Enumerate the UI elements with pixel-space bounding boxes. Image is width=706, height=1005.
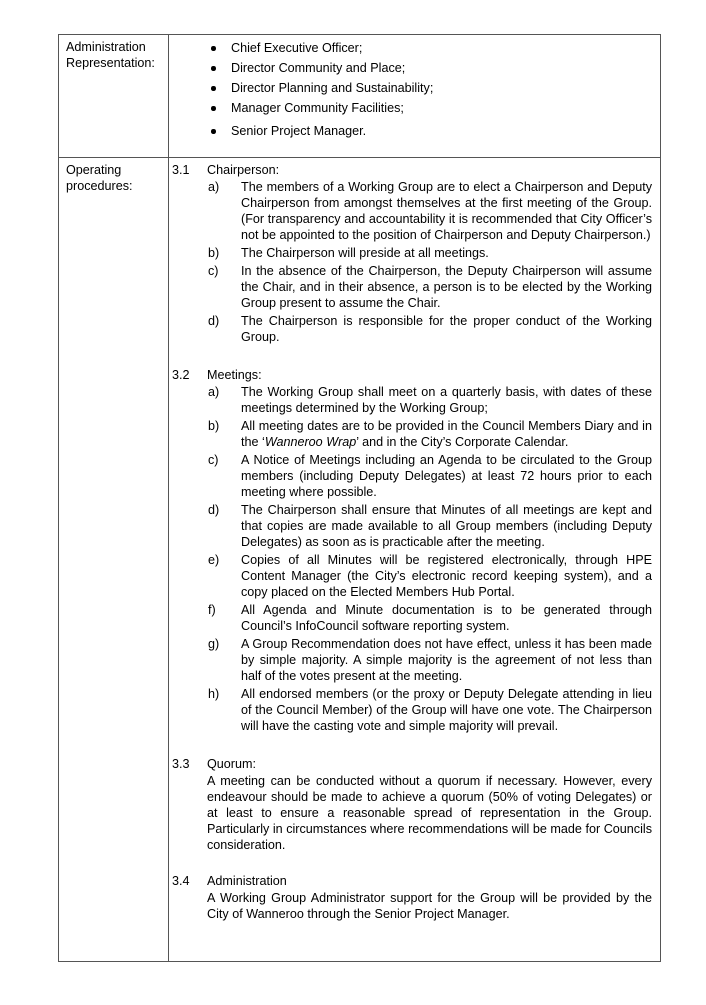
bullet-icon bbox=[211, 129, 216, 134]
section-heading bbox=[172, 367, 652, 384]
section-title: Chairperson: bbox=[207, 163, 280, 177]
item-text: All endorsed members (or the proxy or Deputy Delegate attending in lieu of the Council Member) of the Group will have one vote. The Chairperson will have the casting vote and simple majority will prevail. bbox=[241, 687, 652, 733]
item-text: The Chairperson is responsible for the proper conduct of the Working Group. bbox=[241, 314, 652, 344]
list-item bbox=[172, 602, 652, 634]
item-text: The Chairperson shall ensure that Minutes of all meetings are kept and that copies are made available to all Group members (including Deputy Delegates) as soon as is practicable after the meeting. bbox=[241, 503, 652, 549]
section-title: Meetings: bbox=[207, 368, 262, 382]
item-text: All meeting dates are to be provided in the Council Members Diary and in the ‘Wanneroo Wrap’ and in the City’s Corporate Calendar. bbox=[241, 419, 652, 449]
list-item bbox=[172, 452, 652, 500]
section-number: 3.2 bbox=[172, 368, 190, 382]
list-item bbox=[172, 418, 652, 450]
item-text: Copies of all Minutes will be registered electronically, through HPE Content Manager (the City’s electronic record keeping system), and a copy placed on the Elected Members Hub Portal. bbox=[241, 553, 652, 599]
item-text: In the absence of the Chairperson, the Deputy Chairperson will assume the Chair, and in their absence, a person is to be elected by the Working Group present to assume the Chair. bbox=[241, 264, 652, 310]
bullet-item: Chief Executive Officer; bbox=[169, 40, 659, 60]
item-letter: a) bbox=[208, 385, 220, 399]
bullet-item: Manager Community Facilities; bbox=[169, 100, 659, 120]
item-letter: g) bbox=[208, 637, 220, 651]
item-text: The Working Group shall meet on a quarterly basis, with dates of these meetings determined by the Working Group; bbox=[241, 385, 652, 415]
item-letter: b) bbox=[208, 419, 220, 433]
item-letter: c) bbox=[208, 453, 219, 467]
list-item bbox=[172, 245, 652, 261]
item-letter: a) bbox=[208, 180, 220, 194]
list-item bbox=[172, 636, 652, 684]
item-text: A Group Recommendation does not have effect, unless it has been made by simple majority. A simple majority is the agreement of not less than half of the votes present at the meeting. bbox=[241, 637, 652, 683]
section-heading bbox=[172, 756, 652, 773]
list-item bbox=[172, 686, 652, 734]
item-letter: d) bbox=[208, 314, 220, 328]
section-number: 3.1 bbox=[172, 163, 190, 177]
item-letter: d) bbox=[208, 503, 220, 517]
list-item bbox=[172, 502, 652, 550]
procedures-content bbox=[172, 162, 652, 922]
italic-publication-name: Wanneroo Wrap bbox=[264, 435, 357, 449]
bullet-icon bbox=[211, 66, 216, 71]
section-number: 3.3 bbox=[172, 757, 190, 771]
list-item bbox=[172, 552, 652, 600]
item-letter: f) bbox=[208, 603, 216, 617]
row-divider bbox=[59, 157, 660, 158]
bullet-icon bbox=[211, 46, 216, 51]
item-letter: b) bbox=[208, 246, 220, 260]
representation-list bbox=[169, 40, 659, 143]
procedures-label: Operating procedures: bbox=[66, 163, 133, 193]
representation-label: Administration Representation: bbox=[66, 40, 155, 70]
section-gap bbox=[172, 853, 652, 873]
bullet-item: Senior Project Manager. bbox=[169, 123, 659, 143]
list-item bbox=[172, 313, 652, 345]
item-text: The Chairperson will preside at all meetings. bbox=[241, 246, 489, 260]
list-item bbox=[172, 384, 652, 416]
section-title: Quorum: bbox=[207, 757, 256, 771]
section-heading bbox=[172, 873, 652, 890]
item-text: The members of a Working Group are to elect a Chairperson and Deputy Chairperson from amongst themselves at the first meeting of the Group. (For transparency and accountability it is recommended that City Officer’s not be appointed to the position of Chairperson and Deputy Chairperson.) bbox=[241, 180, 652, 242]
bullet-icon bbox=[211, 106, 216, 111]
bullet-icon bbox=[211, 86, 216, 91]
section-paragraph: A Working Group Administrator support for the Group will be provided by the City of Wanneroo through the Senior Project Manager. bbox=[207, 891, 652, 921]
section-heading bbox=[172, 162, 652, 179]
item-letter: h) bbox=[208, 687, 220, 701]
bullet-item: Director Planning and Sustainability; bbox=[169, 80, 659, 100]
item-text: A Notice of Meetings including an Agenda to be circulated to the Group members (including Deputy Delegates) at least 72 hours prior to each meeting where possible. bbox=[241, 453, 652, 499]
section-number: 3.4 bbox=[172, 874, 190, 888]
column-divider bbox=[168, 35, 169, 961]
list-item bbox=[172, 179, 652, 243]
section-gap bbox=[172, 347, 652, 367]
section-title: Administration bbox=[207, 874, 287, 888]
section-gap bbox=[172, 736, 652, 756]
item-letter: e) bbox=[208, 553, 220, 567]
item-letter: c) bbox=[208, 264, 219, 278]
section-paragraph: A meeting can be conducted without a quorum if necessary. However, every endeavour should be made to achieve a quorum (50% of voting Delegates) or at least to ensure a reasonable spread of representation in the Group. Particularly in circumstances where recommendations will be made for Councils consideration. bbox=[207, 774, 652, 852]
item-text: All Agenda and Minute documentation is to be generated through Council’s InfoCouncil software reporting system. bbox=[241, 603, 652, 633]
bullet-item: Director Community and Place; bbox=[169, 60, 659, 80]
list-item bbox=[172, 263, 652, 311]
